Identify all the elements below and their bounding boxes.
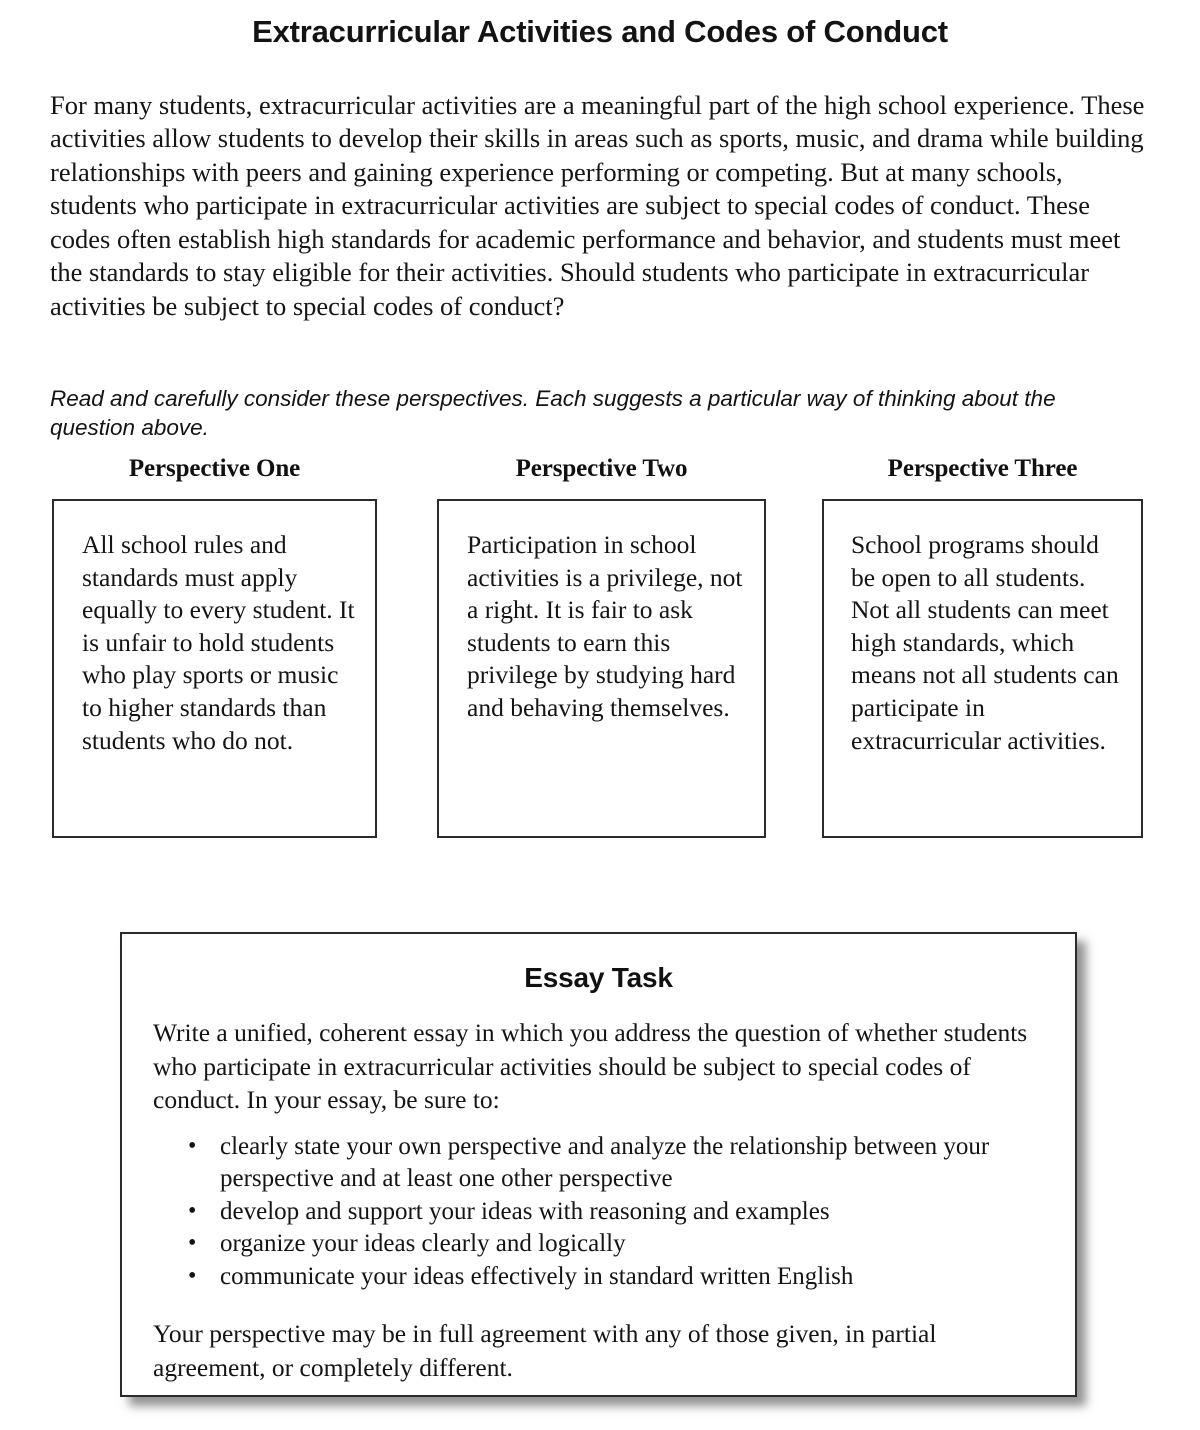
perspective-three xyxy=(822,455,1143,838)
perspective-three-text: School programs should be open to all students. Not all students can meet high standards, which means not all students can participate in extracurricular activities. xyxy=(851,530,1119,755)
perspective-three-box xyxy=(822,499,1143,838)
perspective-two-heading: Perspective Two xyxy=(515,455,688,482)
perspective-one-box xyxy=(52,499,377,838)
perspective-one xyxy=(52,455,377,838)
essay-task-bullet-list xyxy=(122,1131,1075,1294)
essay-task-intro: Write a unified, coherent essay in which you address the question of whether students who participate in extracurricular activities should be subject to special codes of conduct. In your essay, be sure to: xyxy=(153,1018,1028,1114)
essay-task-box xyxy=(120,932,1077,1397)
perspective-one-text: All school rules and standards must apply equally to every student. It is unfair to hold students who play sports or music to higher standards than students who do not. xyxy=(82,530,355,755)
essay-task-closing: Your perspective may be in full agreement with any of those given, in partial agreement, or completely different. xyxy=(153,1319,937,1382)
essay-task-heading: Essay Task xyxy=(524,962,673,993)
list-item: • clearly state your own perspective and analyze the relationship between your perspective and at least one other perspective xyxy=(185,1131,1045,1196)
list-item: • develop and support your ideas with reasoning and examples xyxy=(185,1196,1045,1229)
perspective-two-box xyxy=(437,499,766,838)
list-item: • organize your ideas clearly and logically xyxy=(185,1228,1045,1261)
perspective-one-heading: Perspective One xyxy=(128,455,301,482)
page-title: Extracurricular Activities and Codes of Conduct xyxy=(252,14,948,49)
perspectives-section xyxy=(0,455,1200,855)
perspective-three-heading: Perspective Three xyxy=(887,455,1078,482)
perspective-two-text: Participation in school activities is a privilege, not a right. It is fair to ask students to earn this privilege by studying hard and behaving themselves. xyxy=(467,530,743,722)
list-item: • communicate your ideas effectively in standard written English xyxy=(185,1261,1045,1294)
perspective-two xyxy=(437,455,766,838)
perspectives-instruction: Read and carefully consider these perspectives. Each suggests a particular way of thinking about the question above. xyxy=(50,385,1056,440)
intro-paragraph: For many students, extracurricular activities are a meaningful part of the high school experience. These activities allow students to develop their skills in areas such as sports, music, and drama while building relationships with peers and gaining experience performing or competing. But at many schools, students who participate in extracurricular activities are subject to special codes of conduct. These codes often establish high standards for academic performance and behavior, and students must meet the standards to stay eligible for their activities. Should students who participate in extracurricular activities be subject to special codes of conduct? xyxy=(50,89,1145,321)
